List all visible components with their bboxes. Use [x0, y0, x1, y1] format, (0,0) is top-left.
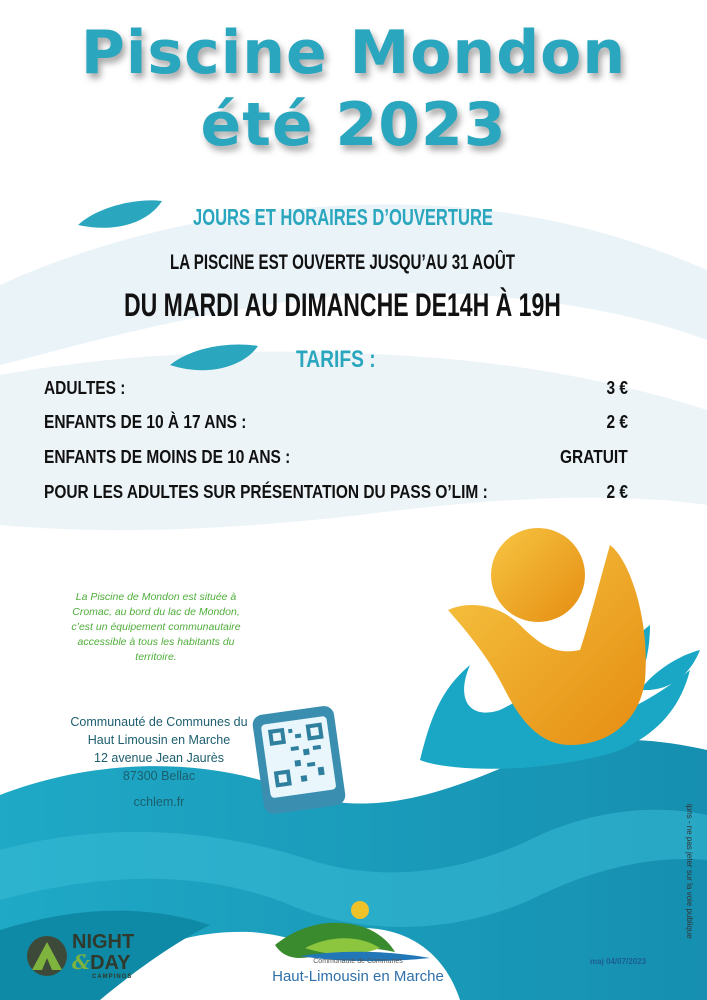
swimmer-head — [491, 528, 585, 622]
night-and-day-logo-icon — [27, 936, 67, 976]
hours-open-until: LA PISCINE EST OUVERTE JUSQU’AU 31 AOÛT — [170, 251, 516, 274]
rate-price: 2 € — [606, 412, 628, 432]
rate-price: GRATUIT — [560, 447, 628, 467]
rate-label: ADULTES : — [44, 378, 126, 398]
leaf-shape-1 — [78, 200, 162, 227]
cc-logo-name: Haut-Limousin en Marche — [272, 968, 444, 985]
rate-row-children-10-17 — [44, 412, 628, 440]
vertical-disposal-note: ipns - ne pas jeter sur la voie publique — [685, 804, 694, 939]
contact-website-link[interactable]: cchlem.fr — [133, 795, 185, 809]
page-title-line2: été 2023 — [200, 90, 507, 160]
contact-block — [30, 713, 288, 811]
rate-price: 3 € — [606, 378, 628, 398]
hours-schedule: DU MARDI AU DIMANCHE DE14H À 19H — [124, 287, 561, 323]
sponsor-ampersand: & — [72, 950, 91, 974]
page-title-line1: Piscine Mondon — [80, 18, 627, 88]
rate-row-adults — [44, 378, 628, 406]
contact-line: Communauté de Communes du — [70, 715, 248, 729]
hours-heading: JOURS ET HORAIRES D’OUVERTURE — [193, 204, 493, 230]
info-line: c’est un équipement communautaire — [71, 621, 241, 633]
rates-heading: TARIFS : — [296, 346, 376, 373]
rate-row-children-under-10 — [44, 447, 628, 475]
contact-line: 87300 Bellac — [122, 769, 196, 783]
contact-line: Haut Limousin en Marche — [87, 733, 231, 747]
night-and-day-logo — [72, 932, 134, 981]
sponsor-word-night: NIGHT — [72, 931, 135, 953]
info-line: accessible à tous les habitants du — [77, 636, 235, 648]
cc-logo-small-text: Communauté de Communes — [313, 958, 403, 965]
info-line: Cromac, au bord du lac de Mondon, — [72, 606, 240, 618]
splash-drop — [640, 650, 700, 690]
rate-price: 2 € — [606, 482, 628, 502]
update-date: maj 04/07/2023 — [590, 957, 647, 966]
rate-row-pass-olim — [44, 482, 628, 510]
rate-label: ENFANTS DE 10 À 17 ANS : — [44, 412, 247, 432]
rate-label: ENFANTS DE MOINS DE 10 ANS : — [44, 447, 291, 467]
sponsor-word-day-line — [72, 952, 134, 973]
sponsor-subtitle: CAMPINGS — [92, 974, 133, 980]
info-text — [40, 590, 272, 665]
sponsor-word-day: DAY — [90, 952, 131, 974]
info-line: territoire. — [135, 651, 177, 663]
info-line: La Piscine de Mondon est située à — [75, 591, 237, 603]
rate-label: POUR LES ADULTES SUR PRÉSENTATION DU PASS O’LIM : — [44, 482, 488, 502]
contact-line: 12 avenue Jean Jaurès — [94, 751, 224, 765]
